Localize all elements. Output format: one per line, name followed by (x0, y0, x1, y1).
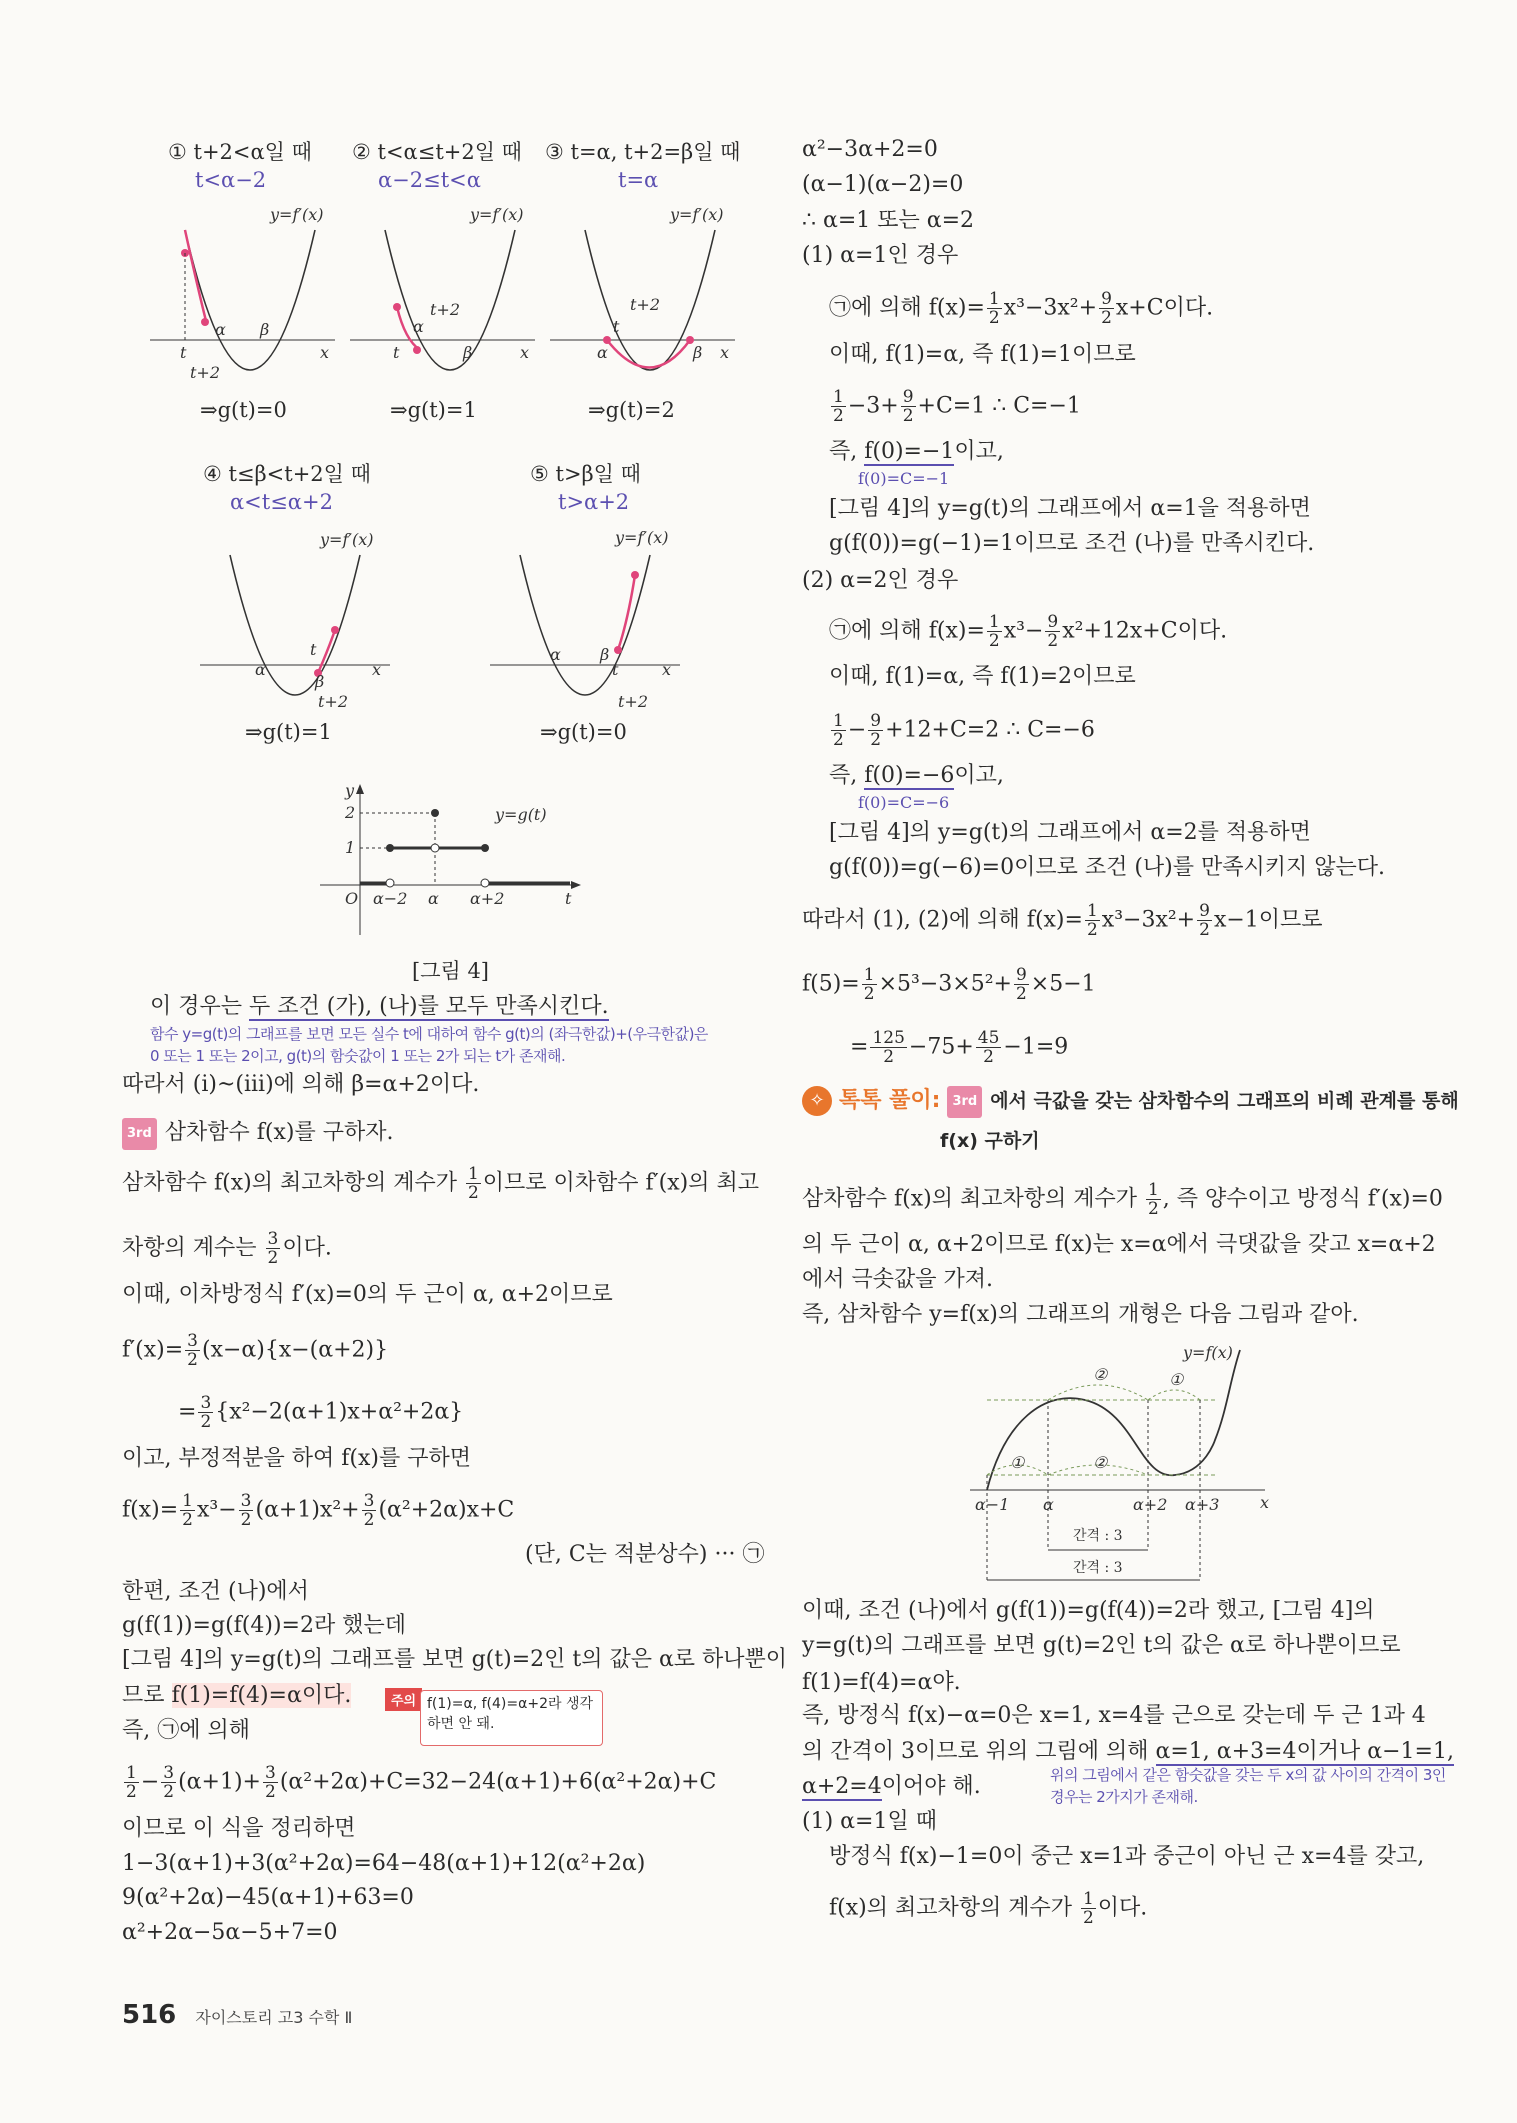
text-line: [그림 4]의 y=g(t)의 그래프에서 α=1을 적용하면 (829, 496, 1311, 521)
equation: ∴ α=1 또는 α=2 (802, 208, 975, 233)
equation: 9(α²+2α)−45(α+1)+63=0 (122, 1885, 414, 1910)
svg-text:y: y (345, 781, 355, 800)
text-line: ㉠에 의해 f(x)= $\frac{1}{2}$ x³−3x²+ $\frac{9}{2}$ x+C이다. (829, 289, 1214, 328)
svg-text:2: 2 (345, 803, 356, 822)
svg-text:t: t (180, 343, 187, 362)
case-heading: (1) α=1인 경우 (802, 243, 959, 268)
svg-text:α+2: α+2 (470, 889, 505, 908)
svg-text:β: β (260, 320, 270, 339)
svg-text:α: α (550, 645, 561, 664)
case-4-sub: α<t≤α+2 (230, 490, 333, 514)
svg-text:t+2: t+2 (430, 300, 461, 319)
text-line: 즉, ㉠에 의해 (122, 1718, 250, 1743)
equation: = $\frac{125}{2}$ −75+ $\frac{45}{2}$ −1=9 (850, 1028, 1069, 1067)
svg-text:x: x (720, 343, 730, 362)
text-line: 의 간격이 3이므로 위의 그림에 의해 α=1, α+3=4이거나 α−1=1, (802, 1739, 1454, 1764)
case-4-graph (200, 525, 400, 720)
book-title: 자이스토리 고3 수학 Ⅱ (195, 2008, 353, 2027)
text-line: g(f(1))=g(f(4))=2라 했는데 (122, 1613, 406, 1638)
case-2-sub: α−2≤t<α (378, 168, 481, 192)
text-line: f(x)의 최고차항의 계수가 $\frac{1}{2}$ 이다. (829, 1889, 1148, 1928)
svg-text:β: β (315, 672, 325, 691)
text-line: 이때, 이차방정식 f′(x)=0의 두 근이 α, α+2이므로 (122, 1282, 613, 1307)
case-5-label: ⑤ t>β일 때 (530, 462, 641, 486)
svg-text:t+2: t+2 (318, 692, 349, 711)
case-4-label: ④ t≤β<t+2일 때 (203, 462, 371, 486)
warning-note: f(1)=α, f(4)=α+2라 생각하면 안 돼. (420, 1690, 603, 1746)
svg-text:x: x (662, 660, 672, 679)
case-3-result: ⇒g(t)=2 (588, 398, 675, 422)
case-3-graph (545, 200, 745, 395)
equation: $\frac{1}{2}$ − $\frac{9}{2}$ +12+C=2 ∴ C=−6 (833, 711, 1095, 750)
svg-text:t+2: t+2 (630, 295, 661, 314)
svg-text:α+3: α+3 (1185, 1495, 1220, 1514)
equation: α²+2α−5α−5+7=0 (122, 1920, 338, 1945)
svg-text:1: 1 (345, 838, 356, 857)
case-1-result: ⇒g(t)=0 (200, 398, 287, 422)
svg-text:t+2: t+2 (618, 692, 649, 711)
case-3-label: ③ t=α, t+2=β일 때 (545, 140, 741, 164)
text-line: 므로 f(1)=f(4)=α이다. (122, 1683, 352, 1708)
case-1-sub: t<α−2 (195, 168, 267, 192)
text-line: 따라서 (1), (2)에 의해 f(x)= $\frac{1}{2}$ x³−3x²+ $\frac{9}{2}$ x−1이므로 (802, 901, 1323, 940)
text-line: 이므로 이 식을 정리하면 (122, 1816, 356, 1841)
svg-text:②: ② (1093, 1453, 1108, 1472)
equation: = $\frac{3}{2}$ {x²−2(α+1)x+α²+2α} (178, 1393, 464, 1432)
case-2-graph (345, 200, 545, 395)
text-line: 한편, 조건 (나)에서 (122, 1579, 309, 1604)
svg-text:α: α (413, 317, 424, 336)
text-line: 삼차함수 f(x)의 최고차항의 계수가 $\frac{1}{2}$ 이므로 이차함수 f′(x)의 최고 (122, 1164, 760, 1203)
annotation-note: 위의 그림에서 같은 함숫값을 갖는 두 x의 값 사이의 간격이 3인 (1050, 1766, 1446, 1784)
case-1-graph (145, 200, 345, 395)
case-2-result: ⇒g(t)=1 (390, 398, 477, 422)
warning-badge: 주의 (385, 1688, 422, 1711)
text-line: 즉, 삼차함수 y=f(x)의 그래프의 개형은 다음 그림과 같아. (802, 1302, 1359, 1327)
svg-text:α: α (597, 343, 608, 362)
text-line: [그림 4]의 y=g(t)의 그래프를 보면 g(t)=2인 t의 값은 α로 하나뿐이 (122, 1647, 788, 1672)
text-line: 따라서 (i)~(iii)에 의해 β=α+2이다. (122, 1072, 480, 1097)
svg-text:y=f′(x): y=f′(x) (615, 528, 669, 547)
svg-text:y=f′(x): y=f′(x) (320, 530, 374, 549)
annotation-note: f(0)=C=−6 (858, 793, 950, 812)
svg-text:y=f(x): y=f(x) (1183, 1343, 1233, 1362)
text-line: 이때, f(1)=α, 즉 f(1)=2이므로 (829, 664, 1136, 689)
svg-text:x: x (520, 343, 530, 362)
svg-text:t: t (393, 343, 400, 362)
equation-label: (단, C는 적분상수) ··· ㉠ (525, 1542, 765, 1567)
page-footer (122, 2000, 352, 2030)
equation: $\frac{1}{2}$ −3+ $\frac{9}{2}$ +C=1 ∴ C=−1 (833, 387, 1081, 426)
case-3-sub: t=α (618, 168, 659, 192)
svg-text:α: α (215, 320, 226, 339)
case-heading: (1) α=1일 때 (802, 1809, 937, 1834)
svg-text:α−2: α−2 (373, 889, 408, 908)
text-line: y=g(t)의 그래프를 보면 g(t)=2인 t의 값은 α로 하나뿐이므로 (802, 1633, 1401, 1658)
svg-text:t: t (310, 640, 317, 659)
svg-text:β: β (600, 645, 610, 664)
text-line: g(f(0))=g(−1)=1이므로 조건 (나)를 만족시킨다. (829, 531, 1315, 556)
svg-text:x: x (320, 343, 330, 362)
svg-text:x: x (1260, 1493, 1270, 1512)
svg-text:α+2: α+2 (1133, 1495, 1168, 1514)
text-line: α+2=4이어야 해. (802, 1774, 981, 1799)
svg-text:α−1: α−1 (975, 1495, 1010, 1514)
case-4-result: ⇒g(t)=1 (245, 720, 332, 744)
case-5-graph (490, 525, 690, 720)
svg-text:t: t (613, 317, 620, 336)
text-line: 이 경우는 두 조건 (가), (나)를 모두 만족시킨다. (150, 994, 609, 1019)
svg-text:β: β (693, 343, 703, 362)
case-2-label: ② t<α≤t+2일 때 (352, 140, 522, 164)
step-heading: 3rd 삼차함수 f(x)를 구하자. (122, 1118, 393, 1150)
text-line: 에서 극솟값을 가져. (802, 1267, 993, 1292)
text-line: 이때, f(1)=α, 즉 f(1)=1이므로 (829, 342, 1136, 367)
text-line: [그림 4]의 y=g(t)의 그래프에서 α=2를 적용하면 (829, 820, 1311, 845)
step-badge: 3rd (122, 1118, 157, 1150)
equation: (α−1)(α−2)=0 (802, 172, 964, 197)
equation: 1−3(α+1)+3(α²+2α)=64−48(α+1)+12(α²+2α) (122, 1851, 646, 1876)
text-line: 이때, 조건 (나)에서 g(f(1))=g(f(4))=2라 했고, [그림 4]의 (802, 1598, 1375, 1623)
svg-text:①: ① (1169, 1370, 1184, 1389)
text-line: 삼차함수 f(x)의 최고차항의 계수가 $\frac{1}{2}$ , 즉 양수이고 방정식 f′(x)=0 (802, 1180, 1443, 1219)
svg-text:β: β (463, 343, 473, 362)
text-line: g(f(0))=g(−6)=0이므로 조건 (나)를 만족시키지 않는다. (829, 855, 1386, 880)
svg-text:O: O (345, 889, 359, 908)
case-1-label: ① t+2<α일 때 (168, 140, 312, 164)
equation: $\frac{1}{2}$ − $\frac{3}{2}$ (α+1)+ $\frac{3}{2}$ (α²+2α)+C=32−24(α+1)+6(α²+2α)+C (126, 1763, 717, 1802)
svg-text:α: α (428, 889, 439, 908)
text-line: 즉, f(0)=−1이고, (829, 439, 1004, 464)
cubic-graph (965, 1340, 1285, 1585)
page-number: 516 (122, 2000, 177, 2030)
svg-text:간격 : 3: 간격 : 3 (1073, 1560, 1123, 1576)
text-line: f(1)=f(4)=α야. (802, 1670, 961, 1695)
text-line: 차항의 계수는 $\frac{3}{2}$ 이다. (122, 1229, 332, 1268)
wand-icon: ✧ (802, 1086, 832, 1116)
tip-heading-line2: f(x) 구하기 (940, 1130, 1040, 1152)
text-line: 이고, 부정적분을 하여 f(x)를 구하면 (122, 1446, 471, 1471)
svg-text:①: ① (1010, 1453, 1025, 1472)
gt-step-graph (315, 780, 595, 940)
svg-text:α: α (1043, 1495, 1054, 1514)
text-line: 즉, f(0)=−6이고, (829, 763, 1004, 788)
svg-text:t: t (612, 660, 619, 679)
tip-heading: ✧ 톡톡 풀이: 3rd 에서 극값을 갖는 삼차함수의 그래프의 비례 관계를 통해 (802, 1086, 1459, 1118)
svg-text:y=g(t): y=g(t) (495, 805, 547, 824)
equation: f(x)= $\frac{1}{2}$ x³− $\frac{3}{2}$ (α+1)x²+ $\frac{3}{2}$ (α²+2α)x+C (122, 1491, 515, 1530)
svg-text:②: ② (1093, 1365, 1108, 1384)
annotation-note: f(0)=C=−1 (858, 469, 950, 488)
annotation-note: 0 또는 1 또는 2이고, g(t)의 함숫값이 1 또는 2가 되는 t가 존재해. (150, 1047, 566, 1065)
svg-text:α: α (255, 660, 266, 679)
svg-text:간격 : 3: 간격 : 3 (1073, 1528, 1123, 1544)
svg-text:y=f′(x): y=f′(x) (470, 205, 524, 224)
equation: α²−3α+2=0 (802, 137, 938, 162)
svg-text:y=f′(x): y=f′(x) (670, 205, 724, 224)
case-5-sub: t>α+2 (558, 490, 630, 514)
text-line: 즉, 방정식 f(x)−α=0은 x=1, x=4를 근으로 갖는데 두 근 1과 4 (802, 1703, 1426, 1728)
equation: f(5)= $\frac{1}{2}$ ×5³−3×5²+ $\frac{9}{2}$ ×5−1 (802, 965, 1096, 1004)
case-heading: (2) α=2인 경우 (802, 568, 959, 593)
svg-text:t: t (565, 889, 572, 908)
equation: f′(x)= $\frac{3}{2}$ (x−α){x−(α+2)} (122, 1331, 389, 1370)
svg-text:t+2: t+2 (190, 363, 221, 382)
text-line: ㉠에 의해 f(x)= $\frac{1}{2}$ x³− $\frac{9}{2}$ x²+12x+C이다. (829, 612, 1228, 651)
svg-text:y=f′(x): y=f′(x) (270, 205, 324, 224)
text-line: 방정식 f(x)−1=0이 중근 x=1과 중근이 아닌 근 x=4를 갖고, (829, 1844, 1425, 1869)
text-line: 의 두 근이 α, α+2이므로 f(x)는 x=α에서 극댓값을 갖고 x=α+2 (802, 1232, 1436, 1257)
figure-caption: [그림 4] (412, 959, 489, 983)
annotation-note: 경우는 2가지가 존재해. (1050, 1788, 1198, 1806)
annotation-note: 함수 y=g(t)의 그래프를 보면 모든 실수 t에 대하여 함수 g(t)의 (좌극한값)+(우극한값)은 (150, 1025, 708, 1043)
case-5-result: ⇒g(t)=0 (540, 720, 627, 744)
svg-text:x: x (372, 660, 382, 679)
